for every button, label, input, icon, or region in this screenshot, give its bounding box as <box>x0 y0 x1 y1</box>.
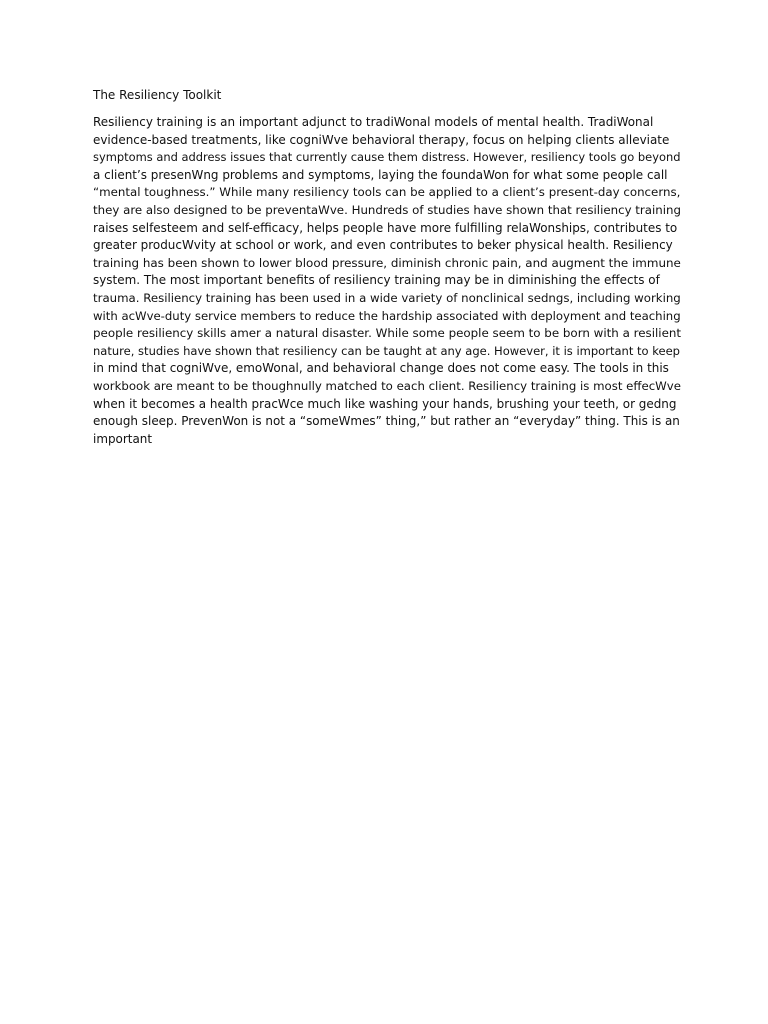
paragraph-line: system. The most important benefits of resiliency training may be in diminishing the effects of <box>93 273 660 288</box>
paragraph-line: evidence-based treatments, like cogniWve behavioral therapy, focus on helping clients alleviate <box>93 132 670 147</box>
paragraph-line: workbook are meant to be thoughnully matched to each client. Resiliency training is most effecWve <box>93 378 681 393</box>
paragraph-line: in mind that cogniWve, emoWonal, and behavioral change does not come easy. The tools in this <box>93 361 669 376</box>
paragraph-line: raises selfesteem and self-efficacy, helps people have more fulfilling relaWonships, contributes to <box>93 220 678 235</box>
paragraph-line: they are also designed to be preventaWve. Hundreds of studies have shown that resiliency training <box>93 202 682 217</box>
body-paragraph <box>93 114 683 448</box>
paragraph-line: enough sleep. PrevenWon is not a “someWmes” thing,” but rather an “everyday” thing. This is an <box>93 414 680 429</box>
paragraph-line: when it becomes a health pracWce much like washing your hands, brushing your teeth, or gedng <box>93 396 677 411</box>
paragraph-line: people resiliency skills amer a natural disaster. While some people seem to be born with a resilient <box>93 326 682 341</box>
paragraph-line: greater producWvity at school or work, and even contributes to beker physical health. Resiliency <box>93 238 673 253</box>
paragraph-line: training has been shown to lower blood pressure, diminish chronic pain, and augment the immune <box>93 255 681 270</box>
paragraph-line: Resiliency training is an important adjunct to tradiWonal models of mental health. TradiWonal <box>93 115 654 129</box>
paragraph-line: a client’s presenWng problems and symptoms, laying the foundaWon for what some people call <box>93 167 668 182</box>
document-title: The Resiliency Toolkit <box>93 88 222 102</box>
paragraph-line: trauma. Resiliency training has been used in a wide variety of nonclinical sedngs, including working <box>93 290 681 305</box>
paragraph-line: with acWve-duty service members to reduce the hardship associated with deployment and teaching <box>93 308 681 323</box>
paragraph-line: “mental toughness.” While many resiliency tools can be applied to a client’s present-day concerns, <box>93 185 681 200</box>
paragraph-line: important <box>93 431 153 446</box>
paragraph-line: nature, studies have shown that resiliency can be taught at any age. However, it is important to keep <box>93 343 680 358</box>
paragraph-line: symptoms and address issues that currently cause them distress. However, resiliency tools go beyond <box>93 150 681 165</box>
